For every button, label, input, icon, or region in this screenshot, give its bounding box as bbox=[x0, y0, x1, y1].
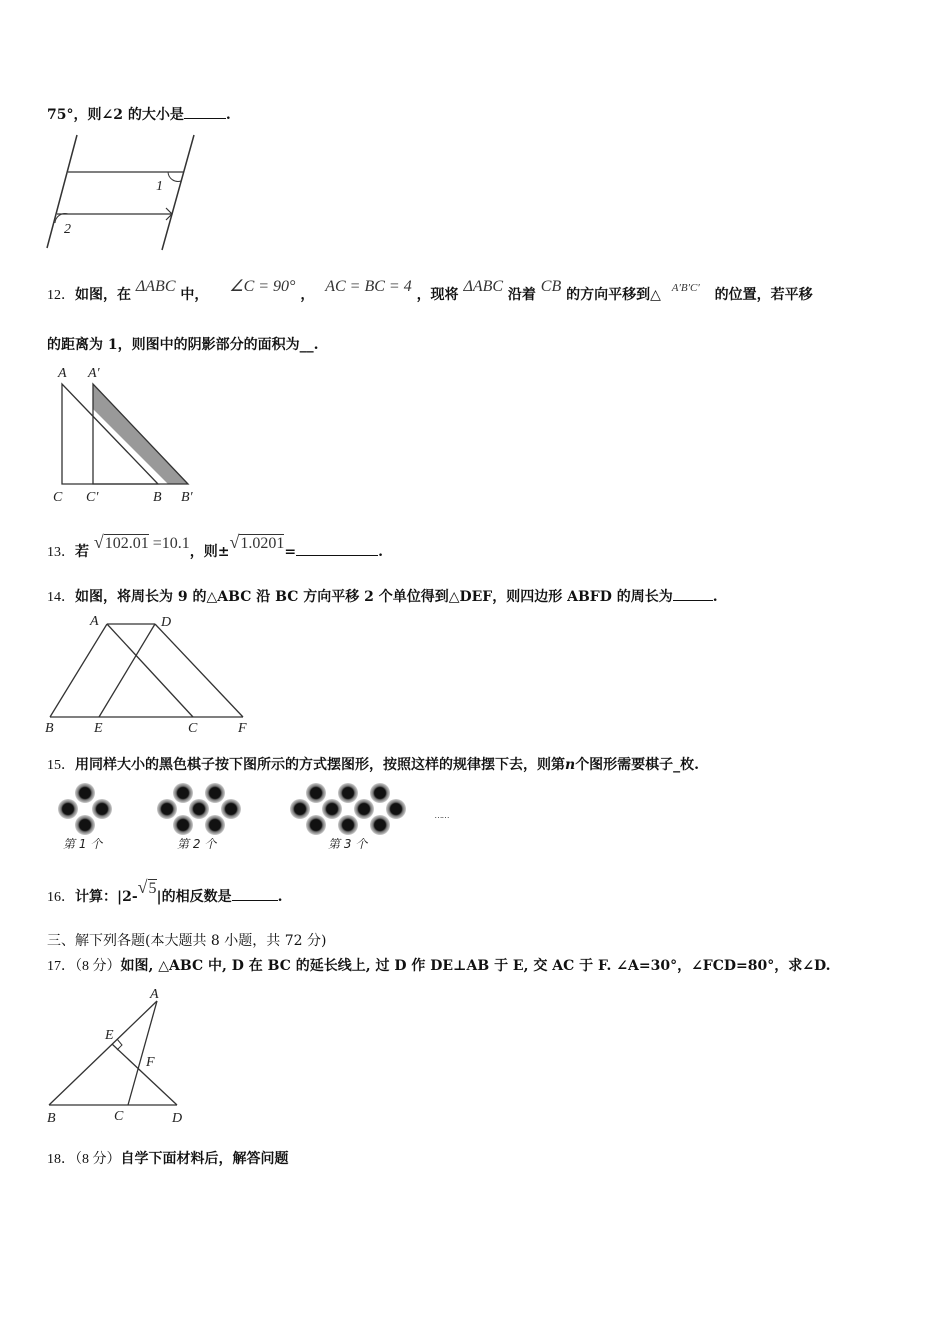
fig-label-c: C bbox=[53, 490, 63, 505]
section-3-title: 三、解下列各题(本大题共 8 小题，共 72 分) bbox=[47, 933, 327, 949]
q17-figure bbox=[45, 984, 195, 1124]
fig-label-c: C bbox=[188, 721, 198, 736]
sqrt-expression-1: √102.01 =10.1 bbox=[93, 532, 190, 552]
q17-text: 17．（8 分）如图, △ABC 中, D 在 BC 的延长线上, 过 D 作 DE⊥AB 于 E, 交 AC 于 F. ∠A=30°，∠FCD=80°，求∠D. bbox=[47, 958, 831, 974]
pattern-3 bbox=[290, 783, 406, 835]
q12-line1: 12．如图，在 ΔABC 中， ∠C = 90° ， AC = BC = 4 ，现将 ΔABC 沿着 CB 的方向平移到△ $^{A'B'C'}$ 的位置，若平移 bbox=[47, 278, 813, 303]
q14-figure bbox=[45, 612, 255, 737]
q11-text: 75°，则∠2 的大小是 . bbox=[47, 107, 231, 123]
pattern-1 bbox=[58, 783, 112, 835]
fig-label-b: B bbox=[153, 490, 162, 505]
answer-blank bbox=[232, 900, 278, 901]
fig-label-a: A bbox=[150, 987, 159, 1002]
pattern-ellipsis: …… bbox=[435, 811, 450, 820]
fig-label-b-prime: B′ bbox=[181, 490, 193, 505]
fig-label-f: F bbox=[146, 1055, 155, 1070]
answer-blank bbox=[673, 600, 713, 601]
fig-label-a: A bbox=[58, 366, 67, 381]
fig-label-b: B bbox=[47, 1111, 56, 1126]
q16-text: 16．计算：|2-√5|的相反数是 . bbox=[47, 877, 283, 905]
q12-line2: 的距离为 1，则图中的阴影部分的面积为__. bbox=[47, 337, 319, 353]
q15-text: 15．用同样大小的黑色棋子按下图所示的方式摆图形，按照这样的规律摆下去，则第n个图形需要棋子_枚. bbox=[47, 757, 700, 773]
q12-figure bbox=[48, 364, 218, 504]
fig-label-f: F bbox=[238, 721, 247, 736]
fig-label-a-prime: A′ bbox=[88, 366, 100, 381]
fig-label-d: D bbox=[172, 1111, 183, 1126]
fig-label-a: A bbox=[90, 614, 99, 629]
fig-label-e: E bbox=[94, 721, 103, 736]
q18-text: 18．（8 分）自学下面材料后，解答问题 bbox=[47, 1151, 289, 1167]
sqrt-expression-2: √1.0201 bbox=[229, 532, 285, 552]
q14-text: 14．如图，将周长为 9 的△ABC 沿 BC 方向平移 2 个单位得到△DEF，则四边形 ABFD 的周长为 . bbox=[47, 589, 718, 605]
fig-label-c-prime: C′ bbox=[86, 490, 99, 505]
fig-label-c: C bbox=[114, 1109, 124, 1124]
pattern-caption-2: 第 2 个 bbox=[177, 837, 217, 851]
fig-label-d: D bbox=[161, 615, 172, 630]
sqrt-5: √5 bbox=[137, 877, 157, 897]
fig-label-b: B bbox=[45, 721, 54, 736]
pattern-2 bbox=[157, 783, 241, 835]
answer-blank bbox=[184, 118, 226, 119]
pattern-caption-3: 第 3 个 bbox=[328, 837, 368, 851]
fig-label-1: 1 bbox=[156, 179, 163, 194]
q15-figure bbox=[50, 782, 480, 852]
fig-label-2: 2 bbox=[64, 222, 71, 237]
q13-text: 13．若 √102.01 =10.1，则±√1.0201= . bbox=[47, 532, 384, 560]
answer-blank bbox=[296, 555, 378, 556]
pattern-caption-1: 第 1 个 bbox=[63, 837, 103, 851]
q11-figure bbox=[44, 130, 214, 255]
fig-label-e: E bbox=[105, 1028, 114, 1043]
